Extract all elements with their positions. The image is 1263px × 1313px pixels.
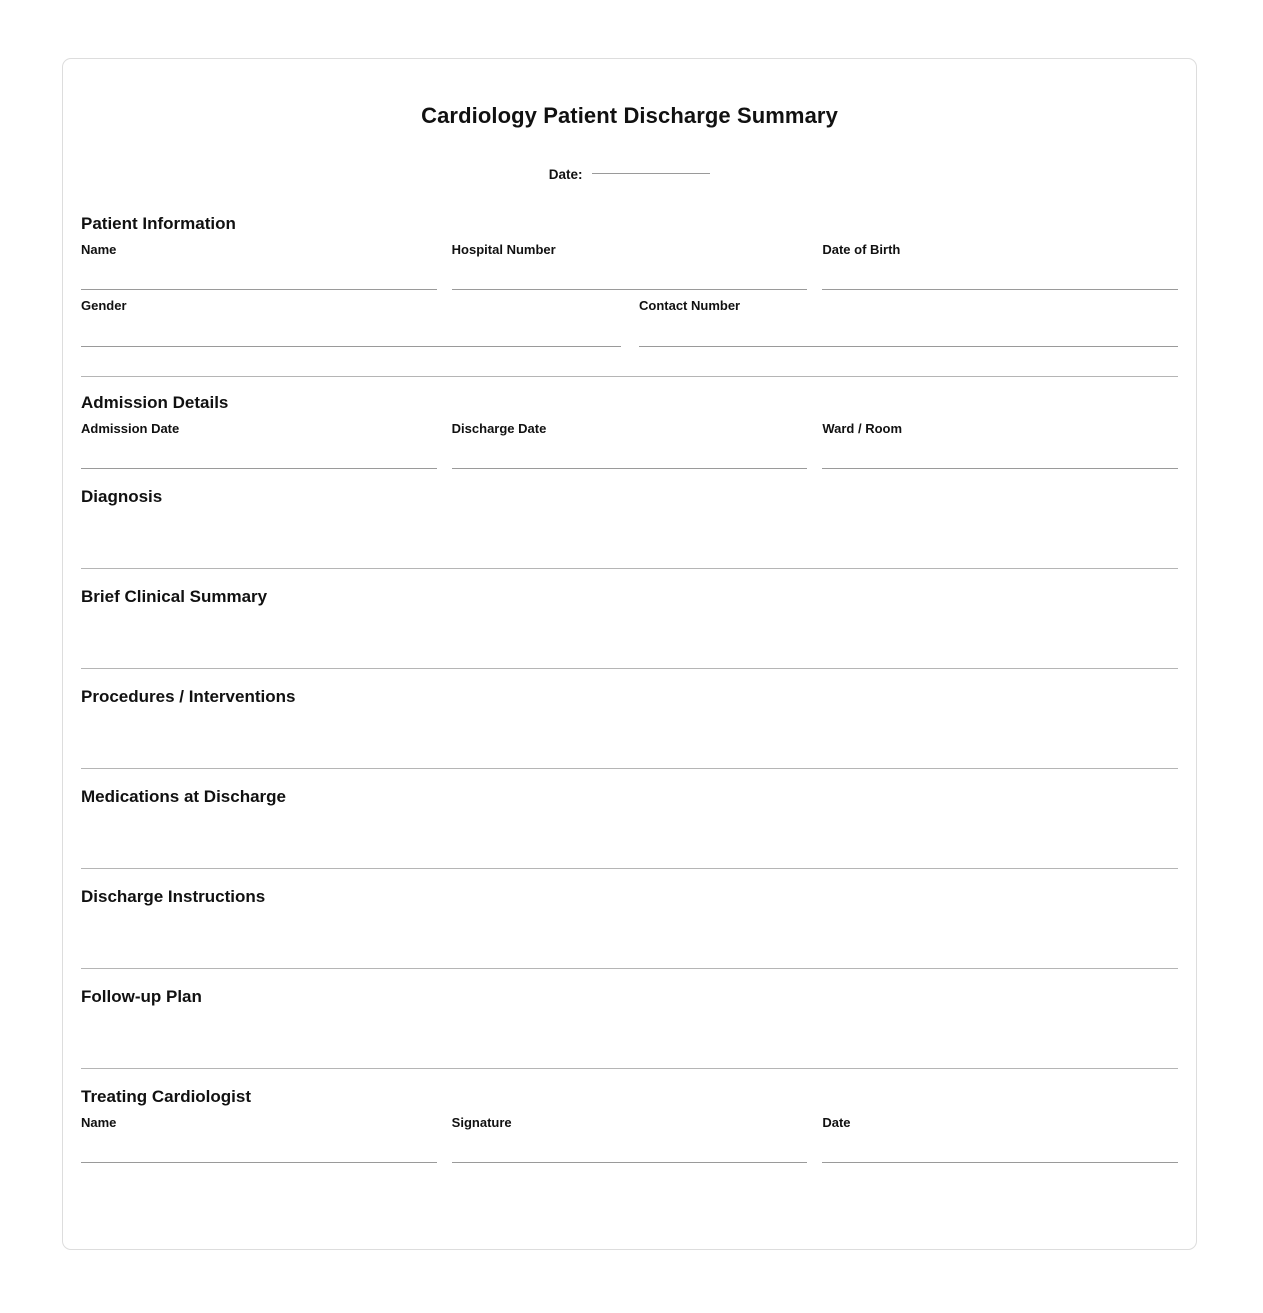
document-date-label: Date: [548,166,583,182]
field-input-cardiologist-signature[interactable] [452,1130,808,1163]
field-label-date-of-birth: Date of Birth [822,241,901,257]
patient-contact-row [81,298,1178,347]
field-hospital-number [452,242,808,291]
section-heading-diagnosis: Diagnosis [81,487,163,507]
field-label-cardiologist-date: Date [822,1114,851,1130]
document-date-row [81,166,1178,182]
field-label-name: Name [81,241,117,257]
section-heading-procedures-interventions: Procedures / Interventions [81,687,296,707]
discharge-summary-form-card [62,58,1197,1250]
field-input-contact-number[interactable] [639,314,1178,347]
section-medications-at-discharge [81,769,1178,869]
field-input-name[interactable] [81,257,437,290]
section-diagnosis [81,469,1178,569]
field-input-cardiologist-date[interactable] [822,1130,1178,1163]
field-name [81,242,437,291]
signoff-row [81,1115,1178,1164]
field-label-hospital-number: Hospital Number [451,241,556,257]
field-label-contact-number: Contact Number [639,298,741,314]
section-heading-follow-up-plan: Follow-up Plan [81,987,202,1007]
field-input-gender[interactable] [81,314,621,347]
field-input-hospital-number[interactable] [452,257,808,290]
section-heading-brief-clinical-summary: Brief Clinical Summary [81,587,268,607]
field-ward-room [822,421,1178,470]
section-treating-cardiologist [81,1069,1178,1163]
field-cardiologist-signature [452,1115,808,1164]
field-contact-number [639,298,1178,347]
document-date-input[interactable] [592,173,710,174]
field-input-admission-date[interactable] [81,436,437,469]
section-patient-information [81,215,1178,377]
field-cardiologist-name [81,1115,437,1164]
field-label-ward-room: Ward / Room [822,420,903,436]
divider-after-patient-information [81,376,1178,377]
field-date-of-birth [822,242,1178,291]
field-gender [81,298,621,347]
admission-row [81,421,1178,470]
field-input-date-of-birth[interactable] [822,257,1178,290]
field-input-discharge-date[interactable] [452,436,808,469]
section-heading-admission-details: Admission Details [81,392,229,412]
section-heading-discharge-instructions: Discharge Instructions [81,887,266,907]
section-procedures-interventions [81,669,1178,769]
section-heading-medications-at-discharge: Medications at Discharge [81,787,287,807]
field-input-ward-room[interactable] [822,436,1178,469]
field-input-cardiologist-name[interactable] [81,1130,437,1163]
field-label-gender: Gender [81,298,127,314]
field-label-admission-date: Admission Date [81,420,180,436]
section-brief-clinical-summary [81,569,1178,669]
field-label-cardiologist-signature: Signature [451,1114,512,1130]
field-label-discharge-date: Discharge Date [451,420,547,436]
section-discharge-instructions [81,869,1178,969]
field-discharge-date [452,421,808,470]
patient-identity-row [81,242,1178,291]
section-admission-details [81,394,1178,469]
field-cardiologist-date [822,1115,1178,1164]
field-admission-date [81,421,437,470]
section-heading-patient-information: Patient Information [81,213,236,233]
section-heading-treating-cardiologist: Treating Cardiologist [81,1087,252,1107]
section-follow-up-plan [81,969,1178,1069]
field-label-cardiologist-name: Name [81,1114,117,1130]
page-title: Cardiology Patient Discharge Summary [421,103,838,128]
